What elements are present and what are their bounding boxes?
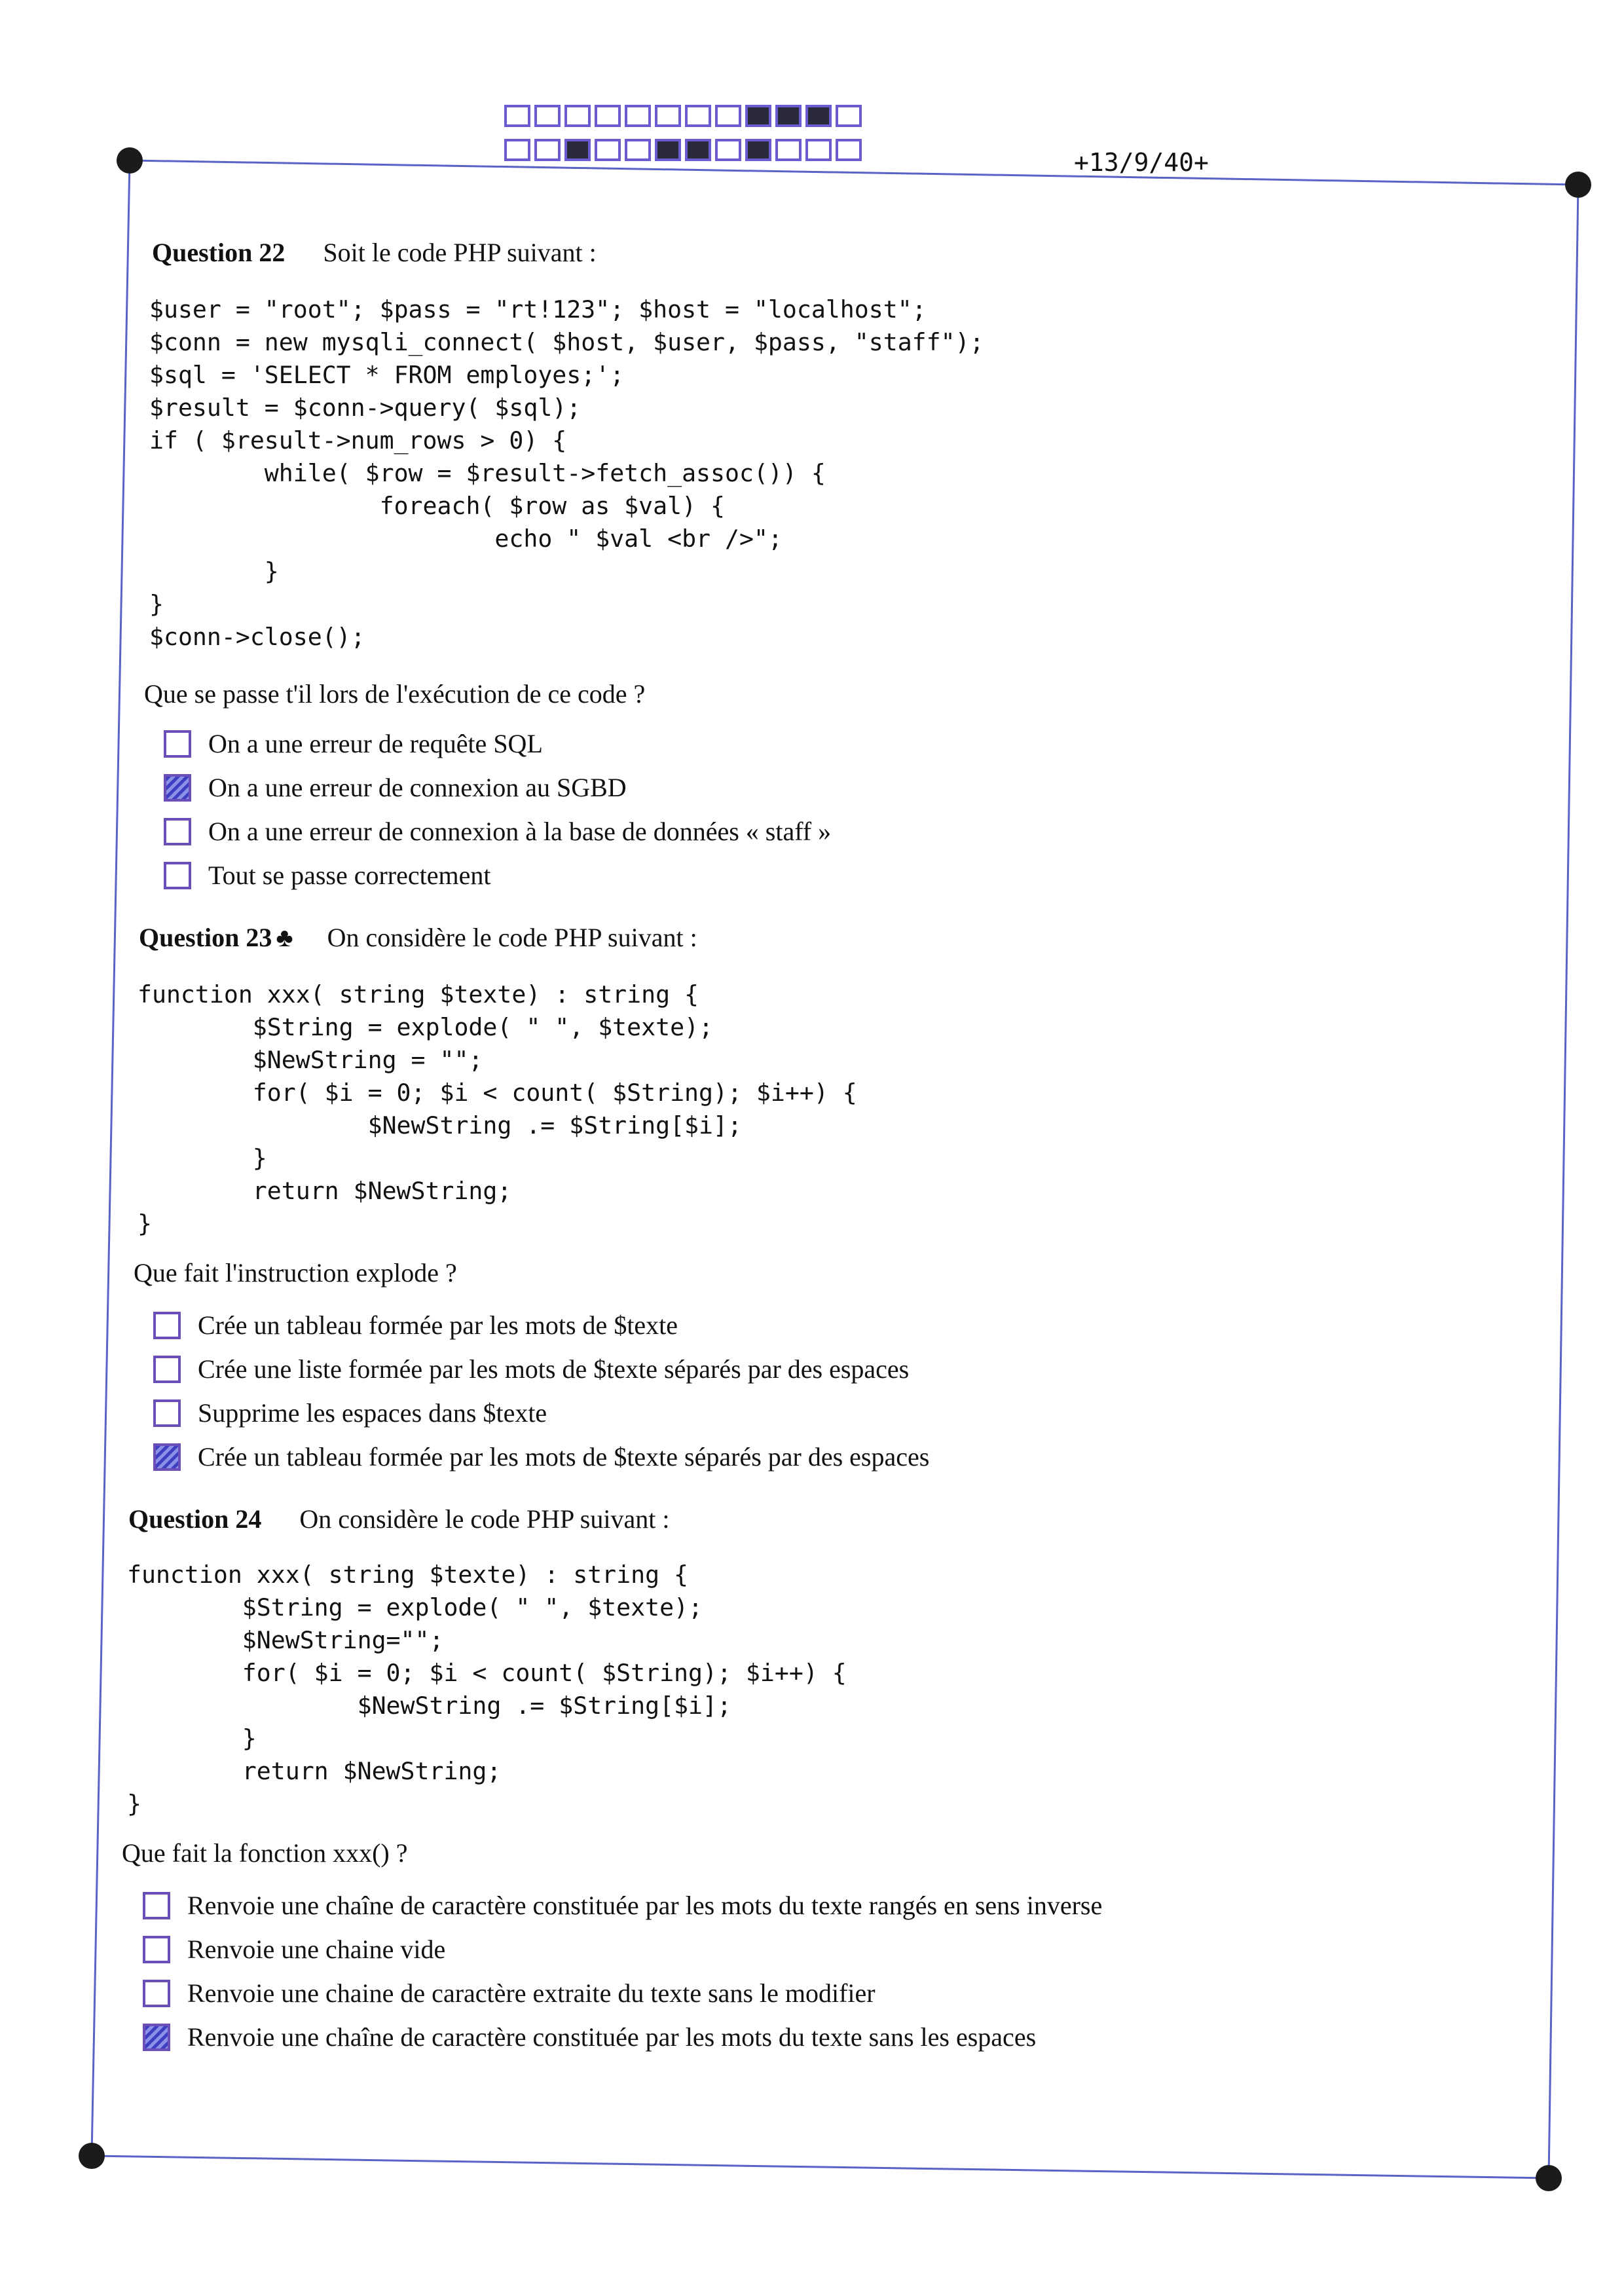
- corner-mark-bottom-left: [79, 2143, 105, 2169]
- choice-label: Renvoie une chaîne de caractère constituée par les mots du texte rangés en sens inverse: [187, 1891, 1103, 1920]
- choice-row[interactable]: [143, 1890, 1102, 1921]
- corner-mark-top-right: [1565, 172, 1591, 198]
- club-icon: ♣: [276, 923, 293, 952]
- checkbox[interactable]: [143, 1980, 170, 2007]
- checkbox[interactable]: [164, 730, 191, 758]
- barcode-cell: [625, 105, 651, 127]
- question-24-prompt: Que fait la fonction xxx() ?: [122, 1838, 408, 1868]
- question-intro: On considère le code PHP suivant :: [327, 923, 697, 952]
- page-id: +13/9/40+: [1074, 148, 1209, 177]
- choice-row[interactable]: [143, 1934, 445, 1965]
- barcode-cell: [715, 105, 741, 127]
- choice-label: Tout se passe correctement: [208, 861, 491, 890]
- choice-row[interactable]: [143, 2022, 1036, 2052]
- choice-label: Crée un tableau formée par les mots de $texte séparés par des espaces: [198, 1442, 930, 1472]
- barcode-cell: [685, 105, 711, 127]
- barcode-cell: [775, 139, 802, 161]
- checkbox[interactable]: [164, 774, 191, 802]
- barcode-cell: [836, 139, 862, 161]
- barcode-cell: [595, 139, 621, 161]
- checkbox[interactable]: [164, 862, 191, 889]
- choice-row[interactable]: [164, 728, 543, 759]
- checkbox[interactable]: [143, 1892, 170, 1919]
- choice-row[interactable]: [153, 1354, 909, 1384]
- checkbox[interactable]: [153, 1399, 181, 1427]
- barcode-cell: [745, 139, 771, 161]
- barcode-cell: [504, 139, 530, 161]
- corner-mark-bottom-right: [1536, 2165, 1562, 2191]
- barcode-cell: [534, 105, 561, 127]
- question-intro: Soit le code PHP suivant :: [323, 238, 597, 267]
- checkbox[interactable]: [153, 1312, 181, 1339]
- barcode-cell: [655, 105, 681, 127]
- barcode-cell: [564, 105, 591, 127]
- barcode-cell: [534, 139, 561, 161]
- choice-label: Renvoie une chaine vide: [187, 1935, 446, 1964]
- barcode-cell: [595, 105, 621, 127]
- barcode-cell: [775, 105, 802, 127]
- barcode-cell: [564, 139, 591, 161]
- question-24-heading: [128, 1504, 669, 1534]
- barcode-row-2: [504, 139, 862, 161]
- choice-label: On a une erreur de connexion à la base de données « staff »: [208, 817, 832, 846]
- choice-label: Renvoie une chaîne de caractère constituée par les mots du texte sans les espaces: [187, 2022, 1037, 2052]
- choice-label: Crée un tableau formée par les mots de $texte: [198, 1310, 678, 1340]
- checkbox[interactable]: [143, 1936, 170, 1963]
- question-23-prompt: Que fait l'instruction explode ?: [134, 1258, 457, 1287]
- choice-row[interactable]: [153, 1398, 547, 1428]
- barcode-cell: [685, 139, 711, 161]
- choice-label: Crée une liste formée par les mots de $texte séparés par des espaces: [198, 1354, 910, 1384]
- corner-mark-top-left: [117, 147, 143, 174]
- barcode-cell: [745, 105, 771, 127]
- question-22-code: $user = "root"; $pass = "rt!123"; $host = "localhost"; $conn = new mysqli_connect( $host, $user, $pass, "staff"); $sql = 'SELECT * FROM employes;'; $result = $conn->query( $sql); if ( $result->num_rows > 0) { while( $row = $result->fetch_assoc()) { foreach( $row as $val) { echo " $val <br />"; } } $conn->close();: [149, 295, 984, 651]
- choice-label: On a une erreur de requête SQL: [208, 729, 543, 758]
- question-number: Question 24: [128, 1504, 262, 1534]
- barcode-cell: [655, 139, 681, 161]
- choice-row[interactable]: [164, 816, 831, 847]
- question-22-prompt: Que se passe t'il lors de l'exécution de ce code ?: [144, 679, 646, 709]
- barcode-row-1: [504, 105, 862, 127]
- choice-label: On a une erreur de connexion au SGBD: [208, 773, 627, 802]
- barcode-cell: [625, 139, 651, 161]
- choice-label: Supprime les espaces dans $texte: [198, 1398, 547, 1428]
- barcode-cell: [836, 105, 862, 127]
- choice-row[interactable]: [143, 1978, 876, 2009]
- barcode-cell: [805, 139, 832, 161]
- choice-row[interactable]: [153, 1441, 929, 1472]
- choice-label: Renvoie une chaine de caractère extraite du texte sans le modifier: [187, 1978, 876, 2008]
- question-23-code: function xxx( string $texte) : string { $String = explode( " ", $texte); $NewString = ""; for( $i = 0; $i < count( $String); $i++) { $NewString .= $String[$i]; } return $NewString; }: [138, 980, 857, 1238]
- question-intro: On considère le code PHP suivant :: [299, 1504, 670, 1534]
- checkbox[interactable]: [143, 2024, 170, 2051]
- question-23-heading: [139, 922, 697, 953]
- choice-row[interactable]: [164, 860, 490, 891]
- choice-row[interactable]: [153, 1310, 678, 1341]
- barcode-cell: [805, 105, 832, 127]
- question-22-heading: [152, 237, 597, 268]
- question-number: Question 22: [152, 238, 286, 267]
- choice-row[interactable]: [164, 772, 627, 803]
- checkbox[interactable]: [153, 1443, 181, 1471]
- question-24-code: function xxx( string $texte) : string { $String = explode( " ", $texte); $NewString=""; for( $i = 0; $i < count( $String); $i++) { $NewString .= $String[$i]; } return $NewString; }: [127, 1561, 847, 1818]
- barcode-cell: [504, 105, 530, 127]
- question-number: Question 23: [139, 923, 272, 952]
- checkbox[interactable]: [164, 818, 191, 845]
- barcode-cell: [715, 139, 741, 161]
- checkbox[interactable]: [153, 1356, 181, 1383]
